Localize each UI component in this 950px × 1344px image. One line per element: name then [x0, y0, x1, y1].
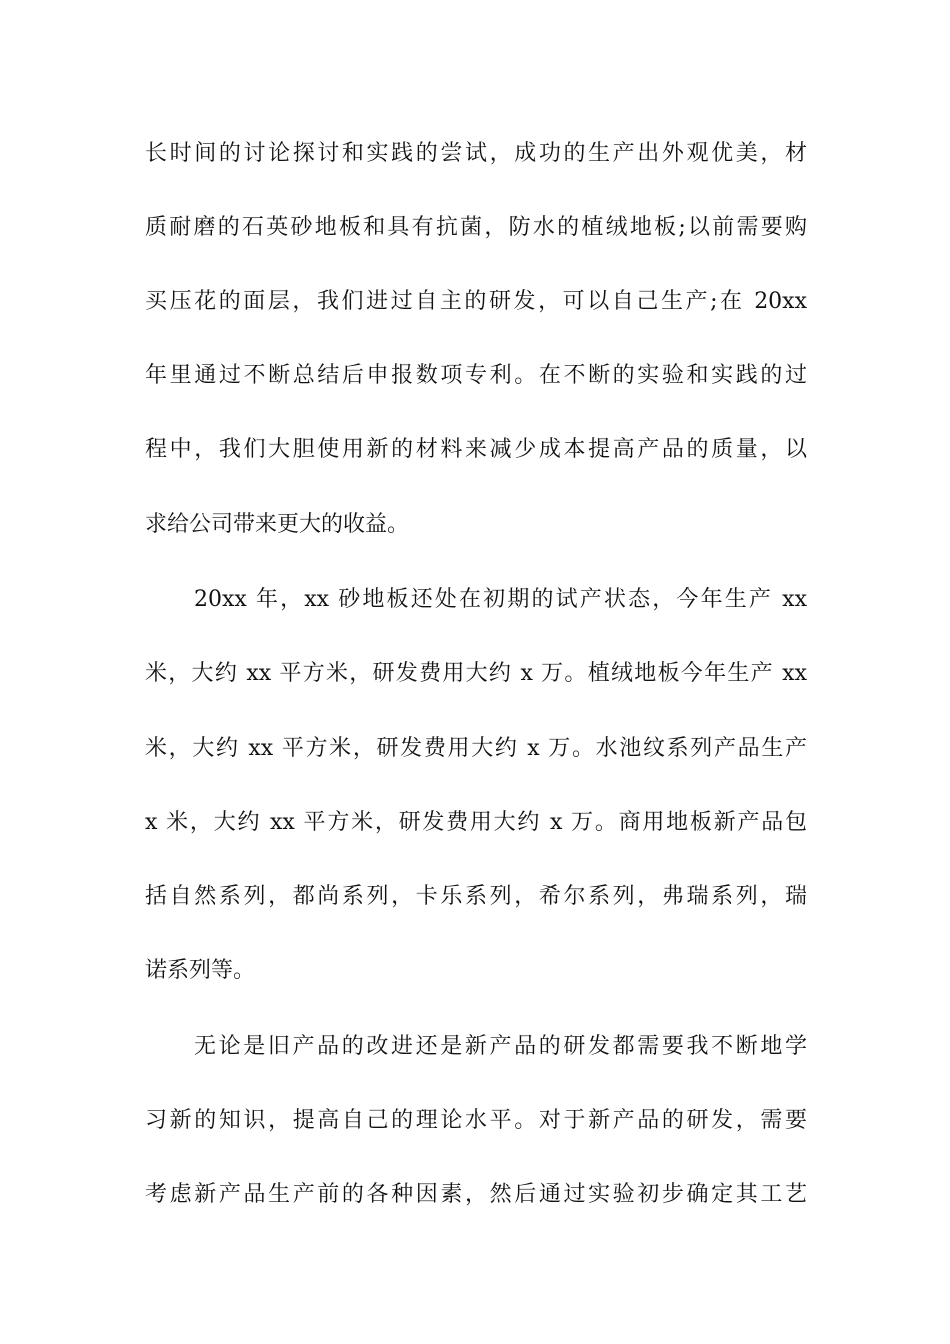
paragraph-line: 米，大约 xx 平方米，研发费用大约 x 万。水池纹系列产品生产 — [145, 736, 807, 761]
paragraph-line: 习新的知识，提高自己的理论水平。对于新产品的研发，需要 — [145, 1108, 807, 1133]
paragraph-line: 考虑新产品生产前的各种因素，然后通过实验初步确定其工艺 — [145, 1182, 807, 1207]
paragraph-line: 米，大约 xx 平方米，研发费用大约 x 万。植绒地板今年生产 xx — [145, 661, 807, 686]
paragraph-line: 程中，我们大胆使用新的材料来减少成本提高产品的质量，以 — [145, 437, 807, 462]
paragraph-line: 20xx 年，xx 砂地板还处在初期的试产状态，今年生产 xx — [194, 587, 807, 612]
paragraph-line: 年里通过不断总结后申报数项专利。在不断的实验和实践的过 — [145, 363, 807, 388]
paragraph-line: 诺系列等。 — [145, 958, 256, 983]
paragraph-line: 无论是旧产品的改进还是新产品的研发都需要我不断地学 — [194, 1034, 807, 1059]
paragraph-line: 长时间的讨论探讨和实践的尝试，成功的生产出外观优美，材 — [145, 141, 807, 166]
paragraph-line: x 米，大约 xx 平方米，研发费用大约 x 万。商用地板新产品包 — [145, 810, 807, 835]
paragraph-line: 括自然系列，都尚系列，卡乐系列，希尔系列，弗瑞系列，瑞 — [145, 884, 807, 909]
paragraph-line: 质耐磨的石英砂地板和具有抗菌，防水的植绒地板;以前需要购 — [145, 215, 807, 240]
paragraph-line: 买压花的面层，我们进过自主的研发，可以自己生产;在 20xx — [145, 289, 807, 314]
paragraph-line: 求给公司带来更大的收益。 — [145, 512, 410, 537]
